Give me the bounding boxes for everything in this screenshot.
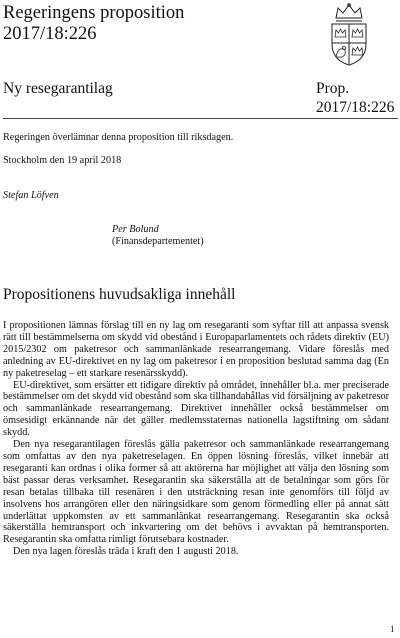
summary-body bbox=[3, 320, 389, 558]
document-title-number: 2017/18:226 bbox=[3, 24, 97, 44]
bill-name: Ny resegarantilag bbox=[3, 80, 113, 97]
summary-paragraph: EU-direktivet, som ersätter ett tidigare direktiv på området, innehåller bl.a. mer preciserade bestämmelser om det skydd vid obestånd som ska tillhandahållas vid försäljning av paketresor och sammanlänkade researrangemang. Direktivet innehåller också bestämmelser om ömsesidigt erkännande när det gäller medlemsstaternas nationella lagstiftning om sådant skydd. bbox=[3, 379, 389, 439]
summary-heading: Propositionens huvudsakliga innehåll bbox=[3, 286, 236, 303]
document-title-text: Regeringens proposition bbox=[3, 3, 185, 23]
swedish-coat-of-arms-icon bbox=[316, 2, 382, 68]
summary-paragraph: Den nya resegarantilagen föreslås gälla paketresor och sammanlänkade researrangemang som omfattas av den nya paketreselagen. En öppen lösning föreslås, vilket innebär att resegaranti kan ordnas i olika former så att aktörerna har möjlighet att välja den lösning som bäst passar deras verksamhet. Resegarantin ska säkerställa att de betalningar som görs för resan betalas tillbaka till resenären i den utsträckning resan inte genomförs till följd av insolvens hos arrangören eller den näringsidkare som genom förmedling eller på annat sätt underlättat uppkomsten av ett sammanlänkat researrangemang. Resegarantin ska också säkerställa hemtransport och inkvartering om det behövs i avvaktan på hemtransporten. Resegarantin ska omfatta rimligt förutsebara kostnader. bbox=[3, 439, 389, 546]
summary-paragraph: Den nya lagen föreslås träda i kraft den 1 augusti 2018. bbox=[13, 546, 239, 558]
header-divider bbox=[3, 118, 398, 119]
summary-paragraph: I propositionen lämnas förslag till en ny lag om resegaranti som syftar till att anpassa svensk rätt till bestämmelserna om skydd vid obestånd i Europaparlamentets och rådets direktiv (EU) 2015/2302 om paketresor och sammanlänkade researrangemang. Vidare föreslås med anledning av EU-direktivet en ny lag om paketresor i en proposition beslutad samma dag (En ny paketreselag – ett starkare resenärsskydd). bbox=[3, 320, 389, 379]
department-name: (Finansdepartementet) bbox=[112, 236, 204, 247]
document-title bbox=[3, 3, 303, 45]
place-date: Stockholm den 19 april 2018 bbox=[3, 155, 122, 166]
submission-statement: Regeringen överlämnar denna proposition till riksdagen. bbox=[3, 132, 234, 143]
minister-signature: Per Bolund bbox=[112, 224, 159, 235]
page-number: 1 bbox=[390, 624, 395, 634]
prop-number: 2017/18:226 bbox=[316, 99, 395, 116]
prime-minister-signature: Stefan Löfven bbox=[3, 190, 59, 201]
proposition-reference bbox=[316, 79, 398, 117]
prop-label: Prop. bbox=[316, 80, 350, 97]
